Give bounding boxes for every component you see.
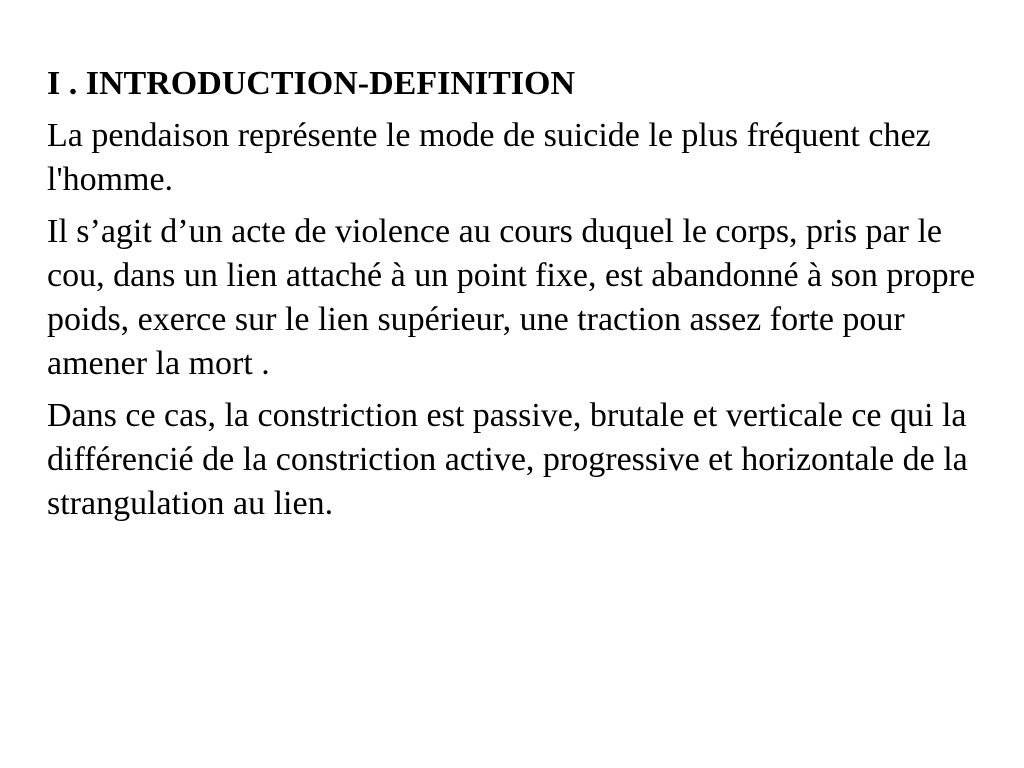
paragraph-definition-frequency: La pendaison représente le mode de suicide le plus fréquent chez l'homme. [47,117,931,198]
paragraph-definition-mechanism: Il s’agit d’un acte de violence au cours duquel le corps, pris par le cou, dans un lien attaché à un point fixe, est abandonné à son propre poids, exerce sur le lien supérieur, une traction assez forte pour amener la mort . [47,213,976,382]
paragraph-constriction-difference: Dans ce cas, la constriction est passive, brutale et verticale ce qui la différencié de la constriction active, progressive et horizontale de la strangulation au lien. [47,397,968,522]
slide-heading: I . INTRODUCTION-DEFINITION [47,65,576,102]
slide-content [47,62,977,534]
